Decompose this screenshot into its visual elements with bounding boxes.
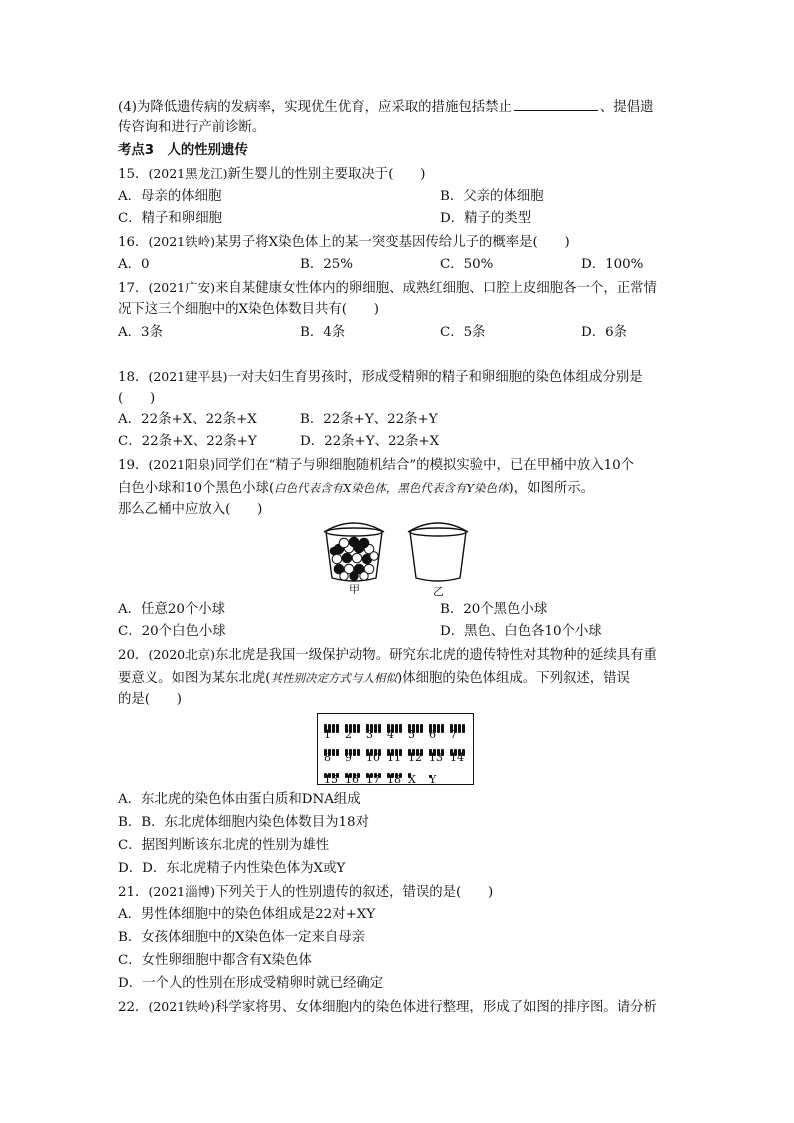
q20-stem-line2 <box>118 668 630 689</box>
q15-stem <box>118 164 425 185</box>
karyotype-label: 16 <box>345 773 359 786</box>
q16-option-c[interactable]: C．50% <box>440 257 494 272</box>
q18-option-d[interactable]: D．22条+Y、22条+X <box>300 434 440 449</box>
q19-option-c[interactable]: C．20个白色小球 <box>118 624 226 639</box>
q19-option-a[interactable]: A．任意20个小球 <box>118 602 226 617</box>
chromosome-pair <box>429 718 445 726</box>
karyotype-label: 6 <box>429 728 436 741</box>
question-source: (2021黑龙江) <box>148 166 228 181</box>
q19-stem-line3: 那么乙桶中应放入( ) <box>118 502 263 517</box>
q15-option-b[interactable]: B．父亲的体细胞 <box>440 189 544 204</box>
q21-option-a[interactable]: A．男性体细胞中的染色体组成是22对+XY <box>118 907 376 922</box>
question-text: 科学家将男、女体细胞内的染色体进行整理，形成了如图的排序图。请分析 <box>215 1000 657 1015</box>
question-text: 新生婴儿的性别主要取决于( ) <box>227 167 426 182</box>
karyotype-label: 9 <box>345 751 352 764</box>
question-number: 20． <box>118 648 149 663</box>
q16-option-d[interactable]: D．100% <box>581 257 644 272</box>
chromosome-pair <box>429 741 445 749</box>
karyotype-label: 5 <box>408 728 415 741</box>
q17-stem-line1 <box>118 278 657 299</box>
question-text: )体细胞的染色体组成。下列叙述，错误 <box>397 671 630 686</box>
q21-stem <box>118 882 493 903</box>
chromosome-pair <box>324 718 340 726</box>
question-number: 22． <box>118 1000 149 1015</box>
chromosome-pair <box>387 763 403 771</box>
bucket-figure <box>318 518 478 602</box>
karyotype-label: 13 <box>429 751 443 764</box>
question-number: 15． <box>118 167 149 182</box>
karyotype-label: 2 <box>345 728 352 741</box>
q15-option-a[interactable]: A．母亲的体细胞 <box>118 189 222 204</box>
karyotype-label: 3 <box>366 728 373 741</box>
q18-option-a[interactable]: A．22条+X、22条+X <box>118 412 257 427</box>
bucket-yi <box>408 523 468 581</box>
chromosome-pair <box>324 763 340 771</box>
question-number: 17． <box>118 281 149 296</box>
question-note: 白色代表含有X染色体，黑色代表含有Y染色体 <box>274 481 509 495</box>
q18-stem-line1 <box>118 367 643 388</box>
karyotype-figure <box>317 713 474 785</box>
q19-option-b[interactable]: B．20个黑色小球 <box>440 602 548 617</box>
question-number: 18． <box>118 370 149 385</box>
q18-stem-line2: ( ) <box>118 391 156 406</box>
q15-option-d[interactable]: D．精子的类型 <box>440 211 532 226</box>
q20-stem-line3: 的是( ) <box>118 692 183 707</box>
question-text: )，如图所示。 <box>508 481 595 496</box>
q20-option-a[interactable]: A．东北虎的染色体由蛋白质和DNA组成 <box>118 792 361 807</box>
q20-option-c[interactable]: C．据图判断该东北虎的性别为雄性 <box>118 838 330 853</box>
chromosome-pair <box>345 718 361 726</box>
question-source: (2021阳泉) <box>148 457 216 472</box>
chromosome-pair <box>387 741 403 749</box>
q20-option-b[interactable]: B．B．东北虎体细胞内染色体数目为18对 <box>118 815 369 830</box>
q21-option-d[interactable]: D．一个人的性别在形成受精卵时就已经确定 <box>118 976 384 991</box>
q14-part4-line1 <box>118 96 653 118</box>
q19-stem-line1 <box>118 455 634 476</box>
q21-option-c[interactable]: C．女性卵细胞中都含有X染色体 <box>118 953 312 968</box>
chromosome-pair <box>408 741 424 749</box>
q19-option-d[interactable]: D．黑色、白色各10个小球 <box>440 624 602 639</box>
chromosome-pair <box>366 718 382 726</box>
q20-option-d[interactable]: D．D．东北虎精子内性染色体为X或Y <box>118 861 346 876</box>
q20-stem-line1 <box>118 645 657 666</box>
karyotype-label: 12 <box>408 751 422 764</box>
chromosome-pair <box>366 763 382 771</box>
chromosome-pair <box>387 718 403 726</box>
karyotype-label: 14 <box>450 751 464 764</box>
karyotype-label: 1 <box>324 728 331 741</box>
karyotype-label: 18 <box>387 773 401 786</box>
karyotype-label: 7 <box>450 728 457 741</box>
question-text: 同学们在“精子与卵细胞随机结合”的模拟实验中，已在甲桶中放入10个 <box>215 458 635 473</box>
karyotype-label: X <box>408 773 416 786</box>
karyotype-label: 4 <box>387 728 394 741</box>
answer-blank[interactable] <box>514 96 598 111</box>
question-number: 16． <box>118 235 149 250</box>
q22-stem <box>118 997 657 1018</box>
q17-option-d[interactable]: D．6条 <box>581 325 628 340</box>
chromosome-pair <box>324 741 340 749</box>
karyotype-label: 17 <box>366 773 380 786</box>
karyotype-label: 8 <box>324 751 331 764</box>
chromosome-pair <box>450 718 466 726</box>
q18-option-c[interactable]: C．22条+X、22条+Y <box>118 434 257 449</box>
q15-option-c[interactable]: C．精子和卵细胞 <box>118 211 222 226</box>
chromosome-pair <box>408 718 424 726</box>
chromosome-pair <box>450 741 466 749</box>
karyotype-label: Y <box>429 773 437 786</box>
q17-option-c[interactable]: C．5条 <box>440 325 486 340</box>
q16-option-b[interactable]: B．25% <box>300 257 353 272</box>
q14-part4-text: (4)为降低遗传病的发病率，实现优生优育，应采取的措施包括禁止 <box>118 100 512 115</box>
question-source: (2021铁岭) <box>148 999 216 1014</box>
question-text: 来自某健康女性体内的卵细胞、成熟红细胞、口腔上皮细胞各一个，正常情 <box>215 281 657 296</box>
question-source: (2021建平县) <box>148 369 228 384</box>
q21-option-b[interactable]: B．女孩体细胞中的X染色体一定来自母亲 <box>118 930 366 945</box>
q16-option-a[interactable]: A．0 <box>118 257 150 272</box>
q17-option-b[interactable]: B．4条 <box>300 325 346 340</box>
question-source: (2021广安) <box>148 280 216 295</box>
chromosome-pair <box>366 741 382 749</box>
question-source: (2021淄博) <box>148 884 216 899</box>
chromosome-pair <box>429 763 433 771</box>
q17-stem-line2: 况下这三个细胞中的X染色体数目共有( ) <box>118 302 380 317</box>
bucket-label-yi: 乙 <box>433 585 444 598</box>
q14-part4-line2: 传咨询和进行产前诊断。 <box>118 120 266 135</box>
karyotype-label: 11 <box>387 751 401 764</box>
question-number: 19． <box>118 458 149 473</box>
question-source: (2021铁岭) <box>148 234 216 249</box>
question-text: 白色小球和10个黑色小球( <box>118 481 275 496</box>
section-heading: 考点3 人的性别遗传 <box>118 143 248 158</box>
question-text: 要意义。如图为某东北虎( <box>118 671 271 686</box>
question-text: 东北虎是我国一级保护动物。研究东北虎的遗传特性对其物种的延续具有重 <box>215 648 657 663</box>
q14-part4-text-end: 、提倡遗 <box>599 100 654 115</box>
karyotype-label: 10 <box>366 751 380 764</box>
chromosome-pair <box>345 741 361 749</box>
karyotype-label: 15 <box>324 773 338 786</box>
q19-stem-line2 <box>118 478 594 499</box>
question-text: 某男子将X染色体上的某一突变基因传给儿子的概率是( ) <box>215 235 570 250</box>
q18-option-b[interactable]: B．22条+Y、22条+Y <box>300 412 438 427</box>
bucket-label-jia: 甲 <box>349 583 360 596</box>
question-text: 一对夫妇生育男孩时，形成受精卵的精子和卵细胞的染色体组成分别是 <box>227 370 643 385</box>
question-number: 21． <box>118 885 149 900</box>
chromosome-pair <box>408 763 412 771</box>
question-note: 其性别决定方式与人相似 <box>270 671 398 685</box>
q16-stem <box>118 232 570 253</box>
question-text: 下列关于人的性别遗传的叙述，错误的是( ) <box>215 885 494 900</box>
q17-option-a[interactable]: A．3条 <box>118 325 163 340</box>
chromosome-pair <box>345 763 361 771</box>
question-source: (2020北京) <box>148 647 216 662</box>
